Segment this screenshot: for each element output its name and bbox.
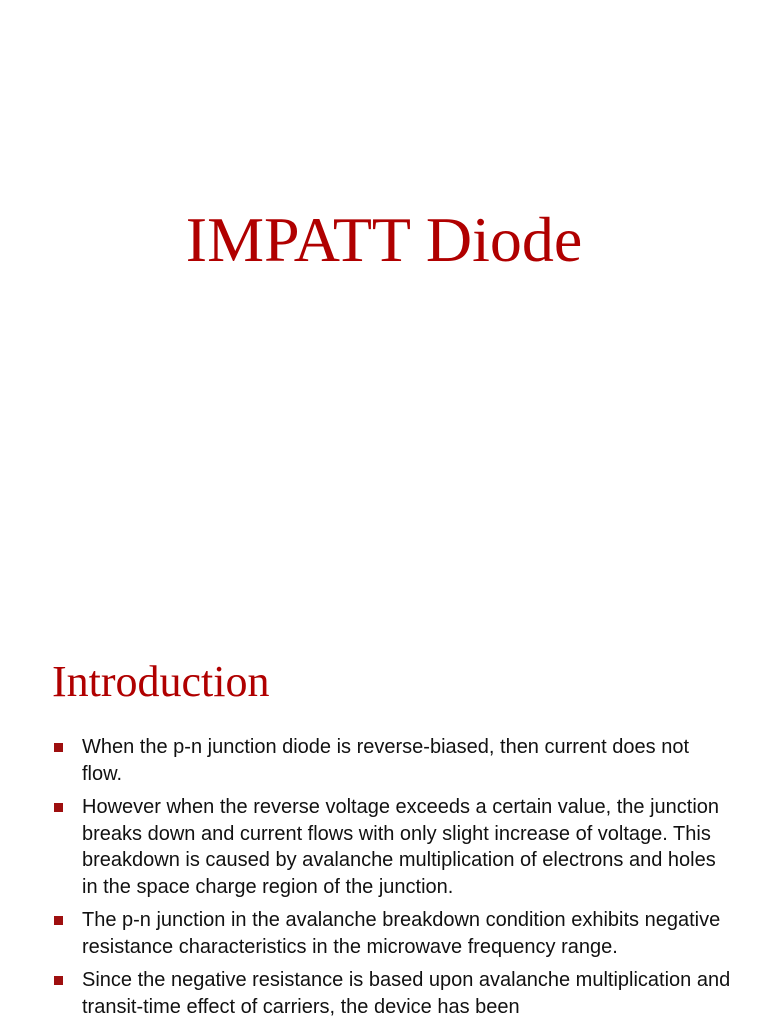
- square-bullet-icon: [54, 743, 63, 752]
- square-bullet-icon: [54, 803, 63, 812]
- bullet-text: However when the reverse voltage exceeds a certain value, the junction breaks down and current flows with only slight increase of voltage. This breakdown is caused by avalanche multiplication of electrons and holes in the space charge region of the junction.: [82, 796, 720, 898]
- bullet-text: Since the negative resistance is based upon avalanche multiplication and transit-time effect of carriers, the device has been: [82, 969, 731, 1018]
- list-item: [52, 907, 732, 960]
- bullet-text: When the p-n junction diode is reverse-biased, then current does not flow.: [82, 736, 690, 785]
- list-item: [52, 734, 732, 787]
- bullet-list: [52, 734, 732, 1024]
- square-bullet-icon: [54, 916, 63, 925]
- list-item: [52, 794, 732, 900]
- introduction-slide: [0, 576, 768, 1024]
- bullet-text: The p-n junction in the avalanche breakdown condition exhibits negative resistance characteristics in the microwave frequency range.: [82, 909, 721, 958]
- square-bullet-icon: [54, 976, 63, 985]
- slide-title: IMPATT Diode: [185, 204, 583, 275]
- section-heading: Introduction: [52, 657, 270, 706]
- list-item: [52, 967, 732, 1020]
